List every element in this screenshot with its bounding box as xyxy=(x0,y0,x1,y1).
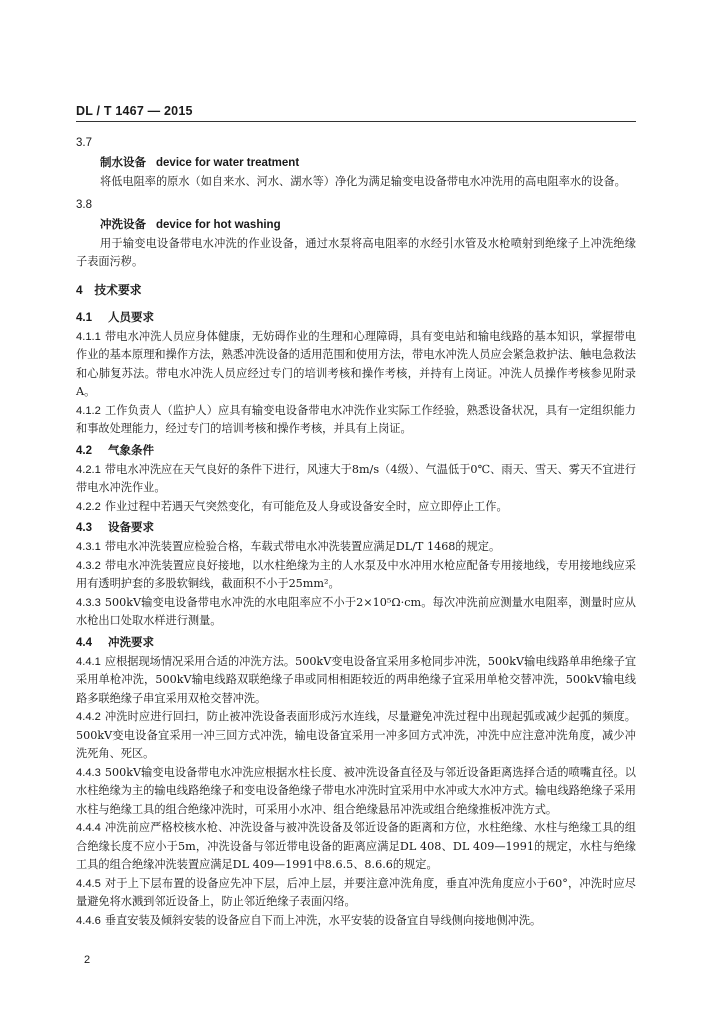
clause-text: 500kV输变电设备带电水冲洗应根据水柱长度、被冲洗设备直径及与邻近设备距离选择合适的喷嘴直径。以水柱绝缘为主的输电线路绝缘子和变电设备绝缘子带电水冲洗时宜采用中水冲或大水冲方式。输电线路绝缘子采用水柱与绝缘工具的组合绝缘冲洗时，可采用小水冲、组合绝缘悬吊冲洗或组合绝缘推板冲洗方式。 xyxy=(76,765,636,816)
def-term-3-8 xyxy=(76,215,636,235)
clause-number: 4.3.3 xyxy=(76,596,101,609)
subsection-heading-4-4 xyxy=(76,633,636,653)
subsection-number: 4.1 xyxy=(76,311,92,324)
subsection-title: 气象条件 xyxy=(108,442,154,457)
clause-4-2-2 xyxy=(76,498,636,517)
def-number-3-7: 3.7 xyxy=(76,137,92,149)
def-text-3-7: 将低电阻率的原水（如自来水、河水、湖水等）净化为满足输变电设备带电水冲洗用的高电阻率水的设备。 xyxy=(100,175,626,188)
subsection-title: 设备要求 xyxy=(108,520,154,534)
clause-4-4-6 xyxy=(76,912,636,931)
clause-number: 4.4.6 xyxy=(76,914,101,927)
clause-text: 带电水冲洗装置应检验合格，车载式带电水冲洗装置应满足DL/T 1468的规定。 xyxy=(104,540,501,553)
clause-number: 4.1.1 xyxy=(76,330,101,343)
clause-4-4-4 xyxy=(76,819,636,875)
section-heading-4: 4 技术要求 xyxy=(76,282,142,297)
clause-4-1-2 xyxy=(76,402,636,439)
subsection-number: 4.4 xyxy=(76,636,92,649)
clause-4-3-3 xyxy=(76,594,636,631)
def-text-3-8: 用于输变电设备带电水冲洗的作业设备，通过水泵将高电阻率的水经引水管及水枪喷射到绝缘子上冲洗绝缘子表面污秽。 xyxy=(76,236,636,268)
clause-number: 4.4.2 xyxy=(76,711,101,723)
def-number-3-8: 3.8 xyxy=(76,198,92,211)
clause-number: 4.4.1 xyxy=(76,655,101,668)
clause-text: 作业过程中若遇天气突然变化，有可能危及人身或设备安全时，应立即停止工作。 xyxy=(104,499,508,513)
clause-number: 4.4.4 xyxy=(76,822,101,834)
subsection-number: 4.2 xyxy=(76,444,92,457)
clause-text: 冲洗前应严格校核水枪、冲洗设备与被冲洗设备及邻近设备的距离和方位，水柱绝缘、水柱与绝缘工具的组合绝缘长度不应小于5m，冲洗设备与邻近带电设备的距离应满足DL 408、DL 409—1991的规定，水柱与绝缘工具的组合绝缘冲洗装置应满足DL 409—1991中8.6.5、8.6.6的规定。 xyxy=(76,821,636,871)
clause-4-4-2 xyxy=(76,708,636,764)
clause-number: 4.3.2 xyxy=(76,559,101,572)
clause-text: 应根据现场情况采用合适的冲洗方法。500kV变电设备宜采用多枪同步冲洗，500kV输电线路单串绝缘子宜采用单枪冲洗，500kV输电线路双联绝缘子串或同相相距较近的两串绝缘子宜采用单枪交替冲洗，500kV输电线路多联绝缘子串宜采用双枪交替冲洗。 xyxy=(76,654,637,705)
clause-text: 带电水冲洗应在天气良好的条件下进行，风速大于8m/s（4级）、气温低于0℃、雨天、雪天、雾天不宜进行带电水冲洗作业。 xyxy=(76,462,636,494)
def-term-3-7 xyxy=(76,153,636,173)
term-en: device for hot washing xyxy=(156,218,281,231)
term-en: device for water treatment xyxy=(156,157,300,169)
clause-text: 对于上下层布置的设备应先冲下层，后冲上层，并要注意冲洗角度，垂直冲洗角度应小于60°，冲洗时应尽量避免将水溅到邻近设备上，防止邻近绝缘子表面闪络。 xyxy=(76,876,636,908)
subsection-title: 冲洗要求 xyxy=(108,634,154,649)
clause-4-1-1 xyxy=(76,328,636,402)
clause-4-4-3 xyxy=(76,764,636,820)
clause-text: 500kV输变电设备带电水冲洗的水电阻率应不小于2×10⁵Ω·cm。每次冲洗前应测量水电阻率，测量时应从水枪出口处取水样进行测量。 xyxy=(76,595,636,627)
clause-4-4-5 xyxy=(76,875,636,912)
clause-text: 工作负责人（监护人）应具有输变电设备带电水冲洗作业实际工作经验，熟悉设备状况，具有一定组织能力和事故处理能力，经过专门的培训考核和操作考核，并具有上岗证。 xyxy=(76,403,636,435)
clause-4-3-2 xyxy=(76,557,636,594)
subsection-heading-4-3 xyxy=(76,518,636,538)
clause-text: 冲洗时应进行回扫，防止被冲洗设备表面形成污水连线，尽量避免冲洗过程中出现起弧或减少起弧的频度。500kV变电设备宜采用一冲三回方式冲洗，输电设备宜采用一冲多回方式冲洗，冲洗中应注意冲洗角度，减少冲洗死角、死区。 xyxy=(76,710,636,760)
page-number: 2 xyxy=(84,954,91,966)
clause-number: 4.3.1 xyxy=(76,541,101,553)
clause-text: 垂直安装及倾斜安装的设备应自下而上冲洗，水平安装的设备宜自导线侧向接地侧冲洗。 xyxy=(104,913,542,927)
term-cn: 制水设备 xyxy=(100,155,146,169)
clause-4-4-1 xyxy=(76,653,636,709)
clause-number: 4.4.5 xyxy=(76,877,101,890)
subsection-number: 4.3 xyxy=(76,522,92,534)
clause-text: 带电水冲洗装置应良好接地，以水柱绝缘为主的人水泵及中水冲用水枪应配备专用接地线，专用接地线应采用有透明护套的多股软铜线，截面积不小于25mm²。 xyxy=(76,558,636,590)
clause-number: 4.2.2 xyxy=(76,500,101,513)
subsection-heading-4-2 xyxy=(76,441,636,461)
page-content xyxy=(76,134,636,930)
clause-4-3-1 xyxy=(76,538,636,557)
subsection-heading-4-1 xyxy=(76,308,636,328)
term-cn: 冲洗设备 xyxy=(100,216,146,231)
clause-text: 带电水冲洗人员应身体健康，无妨碍作业的生理和心理障碍，具有变电站和输电线路的基本知识，掌握带电作业的基本原理和操作方法，熟悉冲洗设备的适用范围和使用方法，带电水冲洗人员应会紧急救护法、触电急救法和心肺复苏法。带电水冲洗人员应经过专门的培训考核和操作考核，并持有上岗证。冲洗人员操作考核参见附录A。 xyxy=(76,329,636,398)
clause-number: 4.4.3 xyxy=(76,766,101,779)
doc-code-header: DL / T 1467 — 2015 xyxy=(76,104,636,122)
subsection-title: 人员要求 xyxy=(108,309,154,324)
clause-number: 4.1.2 xyxy=(76,404,101,417)
clause-number: 4.2.1 xyxy=(76,463,101,476)
clause-4-2-1 xyxy=(76,461,636,498)
